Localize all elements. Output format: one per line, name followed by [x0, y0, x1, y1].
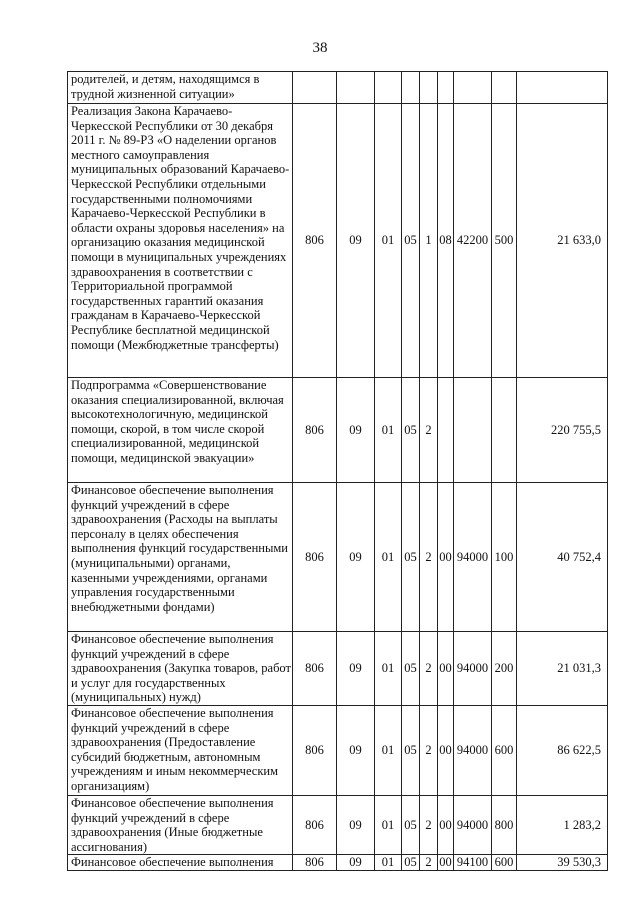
row-description: Финансовое обеспечение выполнения функций учреждений в сфере здравоохранения (Предоставление субсидий бюджетным, автономным учреждениям и иным некоммерческим организациям): [68, 706, 293, 796]
row-description: Реализация Закона Карачаево-Черкесской Республики от 30 декабря 2011 г. № 89-РЗ «О наделении органов местного самоуправления муниципальных образований Карачаево-Черкесской Республики отдельными государственными полномочиями Карачаево-Черкесской Республики в области охраны здоровья населения» на организацию оказания медицинской помощи в муниципальных учреждениях здравоохранения в соответствии с Территориальной программой государственных гарантий оказания гражданам в Карачаево-Черкесской Республике бесплатной медицинской помощи (Межбюджетные трансферты): [68, 104, 293, 378]
subsection-code: 01: [375, 632, 402, 706]
table-row: [68, 632, 608, 706]
program-code: 05: [402, 378, 420, 483]
subprogram-code: 1: [420, 104, 438, 378]
subprogram-code: 2: [420, 483, 438, 632]
subsection-code: [375, 72, 402, 104]
ministry-code: [293, 72, 337, 104]
main-event-code: 00: [438, 796, 454, 855]
section-code: 09: [337, 855, 375, 871]
row-description: Подпрограмма «Совершенствование оказания специализированной, включая высокотехнологичную, медицинской помощи, скорой, в том числе скорой специализированной, медицинской помощи, медицинской эвакуации»: [68, 378, 293, 483]
program-code: 05: [402, 104, 420, 378]
direction-code: 94000: [454, 483, 492, 632]
amount-value: 86 622,5: [517, 706, 608, 796]
page-number: 38: [312, 40, 328, 56]
section-code: [337, 72, 375, 104]
row-description: Финансовое обеспечение выполнения: [68, 855, 293, 871]
table-row: [68, 104, 608, 378]
amount-value: [517, 72, 608, 104]
expense-type-code: [492, 72, 517, 104]
table-row: [68, 378, 608, 483]
main-event-code: 00: [438, 706, 454, 796]
subsection-code: 01: [375, 855, 402, 871]
table-row: [68, 706, 608, 796]
subsection-code: 01: [375, 796, 402, 855]
ministry-code: 806: [293, 378, 337, 483]
expense-type-code: 200: [492, 632, 517, 706]
ministry-code: 806: [293, 855, 337, 871]
expense-type-code: 800: [492, 796, 517, 855]
subprogram-code: 2: [420, 855, 438, 871]
subprogram-code: 2: [420, 796, 438, 855]
subsection-code: 01: [375, 483, 402, 632]
program-code: 05: [402, 796, 420, 855]
section-code: 09: [337, 378, 375, 483]
main-event-code: [438, 378, 454, 483]
direction-code: 94000: [454, 632, 492, 706]
subsection-code: 01: [375, 378, 402, 483]
ministry-code: 806: [293, 706, 337, 796]
budget-table: [67, 71, 608, 871]
main-event-code: 08: [438, 104, 454, 378]
section-code: 09: [337, 796, 375, 855]
subprogram-code: 2: [420, 706, 438, 796]
direction-code: 42200: [454, 104, 492, 378]
direction-code: [454, 72, 492, 104]
amount-value: 40 752,4: [517, 483, 608, 632]
table-row: [68, 483, 608, 632]
program-code: [402, 72, 420, 104]
amount-value: 21 633,0: [517, 104, 608, 378]
section-code: 09: [337, 483, 375, 632]
program-code: 05: [402, 855, 420, 871]
expense-type-code: 100: [492, 483, 517, 632]
table-row: [68, 72, 608, 104]
expense-type-code: [492, 378, 517, 483]
ministry-code: 806: [293, 483, 337, 632]
table-row: [68, 796, 608, 855]
main-event-code: 00: [438, 483, 454, 632]
direction-code: 94000: [454, 796, 492, 855]
main-event-code: 00: [439, 855, 452, 870]
program-code: 05: [402, 483, 420, 632]
section-code: 09: [337, 104, 375, 378]
program-code: 05: [402, 706, 420, 796]
subsection-code: 01: [375, 104, 402, 378]
main-event-code: 00: [438, 632, 454, 706]
subprogram-code: 2: [420, 378, 438, 483]
section-code: 09: [337, 632, 375, 706]
subprogram-code: [420, 72, 438, 104]
amount-value: 39 530,3: [517, 855, 608, 871]
row-description: родителей, и детям, находящимся в трудной жизненной ситуации»: [68, 72, 293, 104]
table-body: [68, 72, 608, 871]
direction-code: 94000: [454, 706, 492, 796]
table-row: [68, 855, 608, 871]
subsection-code: 01: [375, 706, 402, 796]
program-code: 05: [402, 632, 420, 706]
row-description: Финансовое обеспечение выполнения функций учреждений в сфере здравоохранения (Закупка товаров, работ и услуг для государственных (муниципальных) нужд): [68, 632, 293, 706]
expense-type-code: 500: [492, 104, 517, 378]
ministry-code: 806: [293, 104, 337, 378]
expense-type-code: 600: [492, 706, 517, 796]
main-event-code: [438, 72, 454, 104]
amount-value: 1 283,2: [517, 796, 608, 855]
subprogram-code: 2: [420, 632, 438, 706]
row-description: Финансовое обеспечение выполнения функций учреждений в сфере здравоохранения (Расходы на выплаты персоналу в целях обеспечения выполнения функций государственными (муниципальными) органами, казенными учреждениями, органами управления государственными внебюджетными фондами): [68, 483, 293, 632]
expense-type-code: 600: [492, 855, 517, 871]
row-description: Финансовое обеспечение выполнения функций учреждений в сфере здравоохранения (Иные бюджетные ассигнования): [68, 796, 293, 855]
ministry-code: 806: [293, 796, 337, 855]
amount-value: 21 031,3: [517, 632, 608, 706]
amount-value: 220 755,5: [517, 378, 608, 483]
direction-code: [454, 378, 492, 483]
section-code: 09: [337, 706, 375, 796]
ministry-code: 806: [293, 632, 337, 706]
direction-code: 94100: [454, 855, 492, 871]
